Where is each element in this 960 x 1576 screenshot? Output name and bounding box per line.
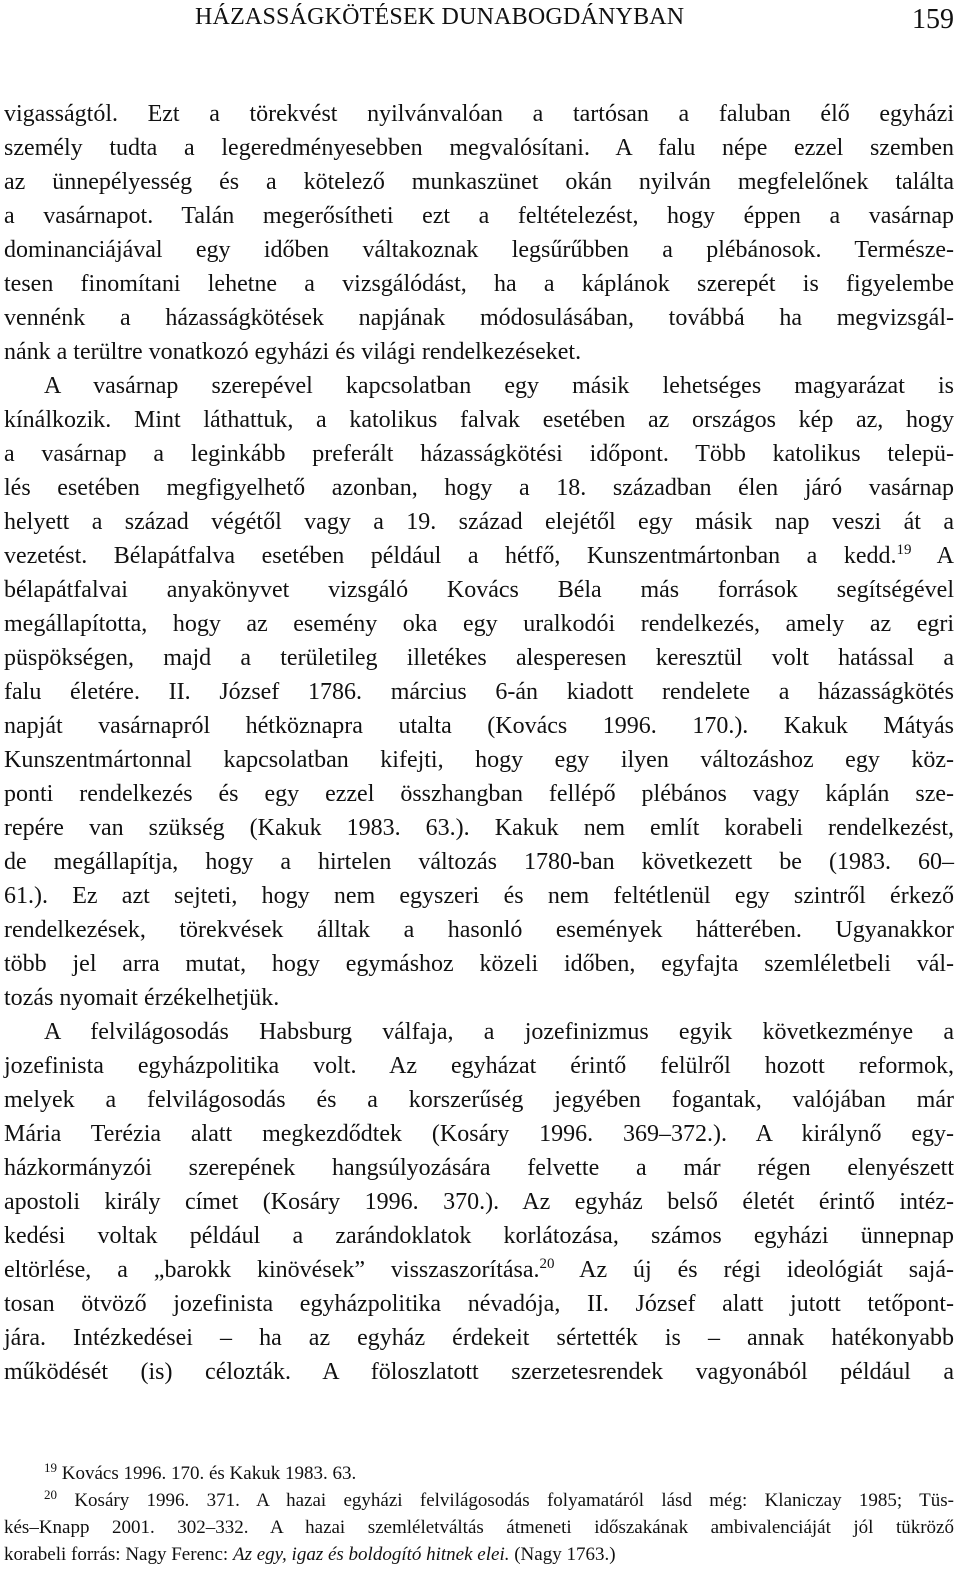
footnote-text: korabeli forrás: Nagy Ferenc: (4, 1544, 233, 1565)
footnote-ref-19[interactable]: 19 (896, 542, 912, 558)
text-line (4, 1253, 954, 1287)
text-line: tozás nyomait érzékelhetjük. (4, 985, 280, 1011)
text-line: Mária Terézia alatt megkezdődtek (Kosáry 1996. 369–372.). A királynő egy- (4, 1121, 954, 1147)
text-line: jára. Intézkedései – ha az egyház érdekeit sértették is – annak hatékonyabb (4, 1325, 954, 1351)
text-line: a vasárnap a leginkább preferált házasságkötési időpont. Több katolikus telepü- (4, 441, 954, 467)
footnote-text: Kovács 1996. 170. és Kakuk 1983. 63. (61, 1463, 357, 1484)
text-line: működését (is) célozták. A föloszlatott szerzetesrendek vagyonából például a (4, 1359, 954, 1385)
text-line (4, 539, 954, 573)
body-text (4, 97, 954, 1389)
text-line: Kunszentmártonnal kapcsolatban kifejti, hogy egy ilyen változáshoz egy köz- (4, 747, 954, 773)
footnotes (4, 1460, 954, 1568)
footnote-text: Kosáry 1996. 371. A hazai egyházi felvilágosodás folyamatáról lásd még: Klaniczay 1985; Tüs- (74, 1490, 954, 1511)
running-title: HÁZASSÁGKÖTÉSEK DUNABOGDÁNYBAN (195, 4, 685, 30)
text-line: bélapátfalvai anyakönyvet vizsgáló Kovács Béla más források segítségével (4, 577, 954, 603)
line-text: eltörlése, a „barokk kinövések” visszaszorítása. (4, 1257, 540, 1283)
text-line: falu életére. II. József 1786. március 6-án kiadott rendelete a házasságkötés (4, 679, 954, 705)
text-line: repére van szükség (Kakuk 1983. 63.). Kakuk nem említ korabeli rendelkezést, (4, 815, 954, 841)
text-line: vennénk a házasságkötések napjának módosulásában, továbbá ha megvizsgál- (4, 305, 954, 331)
footnote-line (4, 1541, 954, 1568)
text-line: vigasságtól. Ezt a törekvést nyilvánvalóan a tartósan a faluban élő egyházi (4, 101, 954, 127)
footnote-line: kés–Knapp 2001. 302–332. A hazai szemléletváltás átmeneti időszakának ambivalenciáját jól tükröző (4, 1517, 954, 1538)
text-line: személy tudta a legeredményesebben megvalósítani. A falu népe ezzel szemben (4, 135, 954, 161)
text-line: 61.). Ez azt sejteti, hogy nem egyszeri és nem feltétlenül egy szintről érkező (4, 883, 954, 909)
text-line: megállapította, hogy az esemény oka egy uralkodói rendelkezés, amely az egri (4, 611, 954, 637)
footnote-number: 20 (44, 1487, 57, 1502)
text-line: de megállapítja, hogy a hirtelen változás 1780-ban következett be (1983. 60– (4, 849, 954, 875)
text-line: dominanciájával egy időben váltakoznak legsűrűbben a plébánosok. Természe- (4, 237, 954, 263)
footnote-20 (4, 1487, 954, 1514)
text-line: több jel arra mutat, hogy egymáshoz közeli időben, egyfajta szemléletbeli vál- (4, 951, 954, 977)
text-line: helyett a század végétől vagy a 19. század elejétől egy másik nap veszi át a (4, 509, 954, 535)
text-line: tosan ötvöző jozefinista egyházpolitika névadója, II. József alatt jutott tetőpont- (4, 1291, 954, 1317)
text-line: tesen finomítani lehetne a vizsgálódást, ha a káplánok szerepét is figyelembe (4, 271, 954, 297)
line-text: vezetést. Bélapátfalva esetében például a hétfő, Kunszentmártonban a kedd. (4, 543, 897, 569)
text-line: ponti rendelkezés és egy ezzel összhangban fellépő plébános vagy káplán sze- (4, 781, 954, 807)
text-line: az ünnepélyesség és a kötelező munkaszünet okán nyilván megfelelőnek találta (4, 169, 954, 195)
text-line: lés esetében megfigyelhető azonban, hogy a 18. században élen járó vasárnap (4, 475, 954, 501)
page-number: 159 (912, 4, 954, 35)
text-line: melyek a felvilágosodás és a korszerűség jegyében fogantak, valójában már (4, 1087, 954, 1113)
text-line: kínálkozik. Mint láthattuk, a katolikus falvak esetében az országos kép az, hogy (4, 407, 954, 433)
text-line: házkormányzói szerepének hangsúlyozására felvette a már régen elenyészett (4, 1155, 954, 1181)
text-line: a vasárnapot. Talán megerősítheti ezt a feltételezést, hogy éppen a vasárnap (4, 203, 954, 229)
text-line: apostoli király címet (Kosáry 1996. 370.). Az egyház belső életét érintő intéz- (4, 1189, 954, 1215)
text-line: A felvilágosodás Habsburg válfaja, a jozefinizmus egyik következménye a (44, 1019, 954, 1045)
text-line: kedési voltak például a zarándoklatok korlátozása, számos egyházi ünnepnap (4, 1223, 954, 1249)
line-text: Az új és régi ideológiát sajá- (554, 1257, 954, 1283)
line-text: A (911, 543, 954, 569)
text-line: jozefinista egyházpolitika volt. Az egyházat érintő felülről hozott reformok, (4, 1053, 954, 1079)
footnote-text: (Nagy 1763.) (509, 1544, 616, 1565)
text-line: nánk a terültre vonatkozó egyházi és világi rendelkezéseket. (4, 339, 582, 365)
text-line: rendelkezések, törekvések álltak a hasonló események hátterében. Ugyanakkor (4, 917, 954, 943)
footnote-19 (4, 1460, 954, 1487)
footnote-number: 19 (44, 1460, 57, 1475)
page-header (0, 0, 960, 50)
text-line: püspökségen, majd a területileg illetékes alesperesen keresztül volt hatással a (4, 645, 954, 671)
text-line: napját vasárnapról hétköznapra utalta (Kovács 1996. 170.). Kakuk Mátyás (4, 713, 954, 739)
text-line: A vasárnap szerepével kapcsolatban egy másik lehetséges magyarázat is (44, 373, 954, 399)
cited-title: Az egy, igaz és boldogító hitnek elei. (232, 1544, 510, 1565)
footnote-ref-20[interactable]: 20 (539, 1256, 555, 1272)
